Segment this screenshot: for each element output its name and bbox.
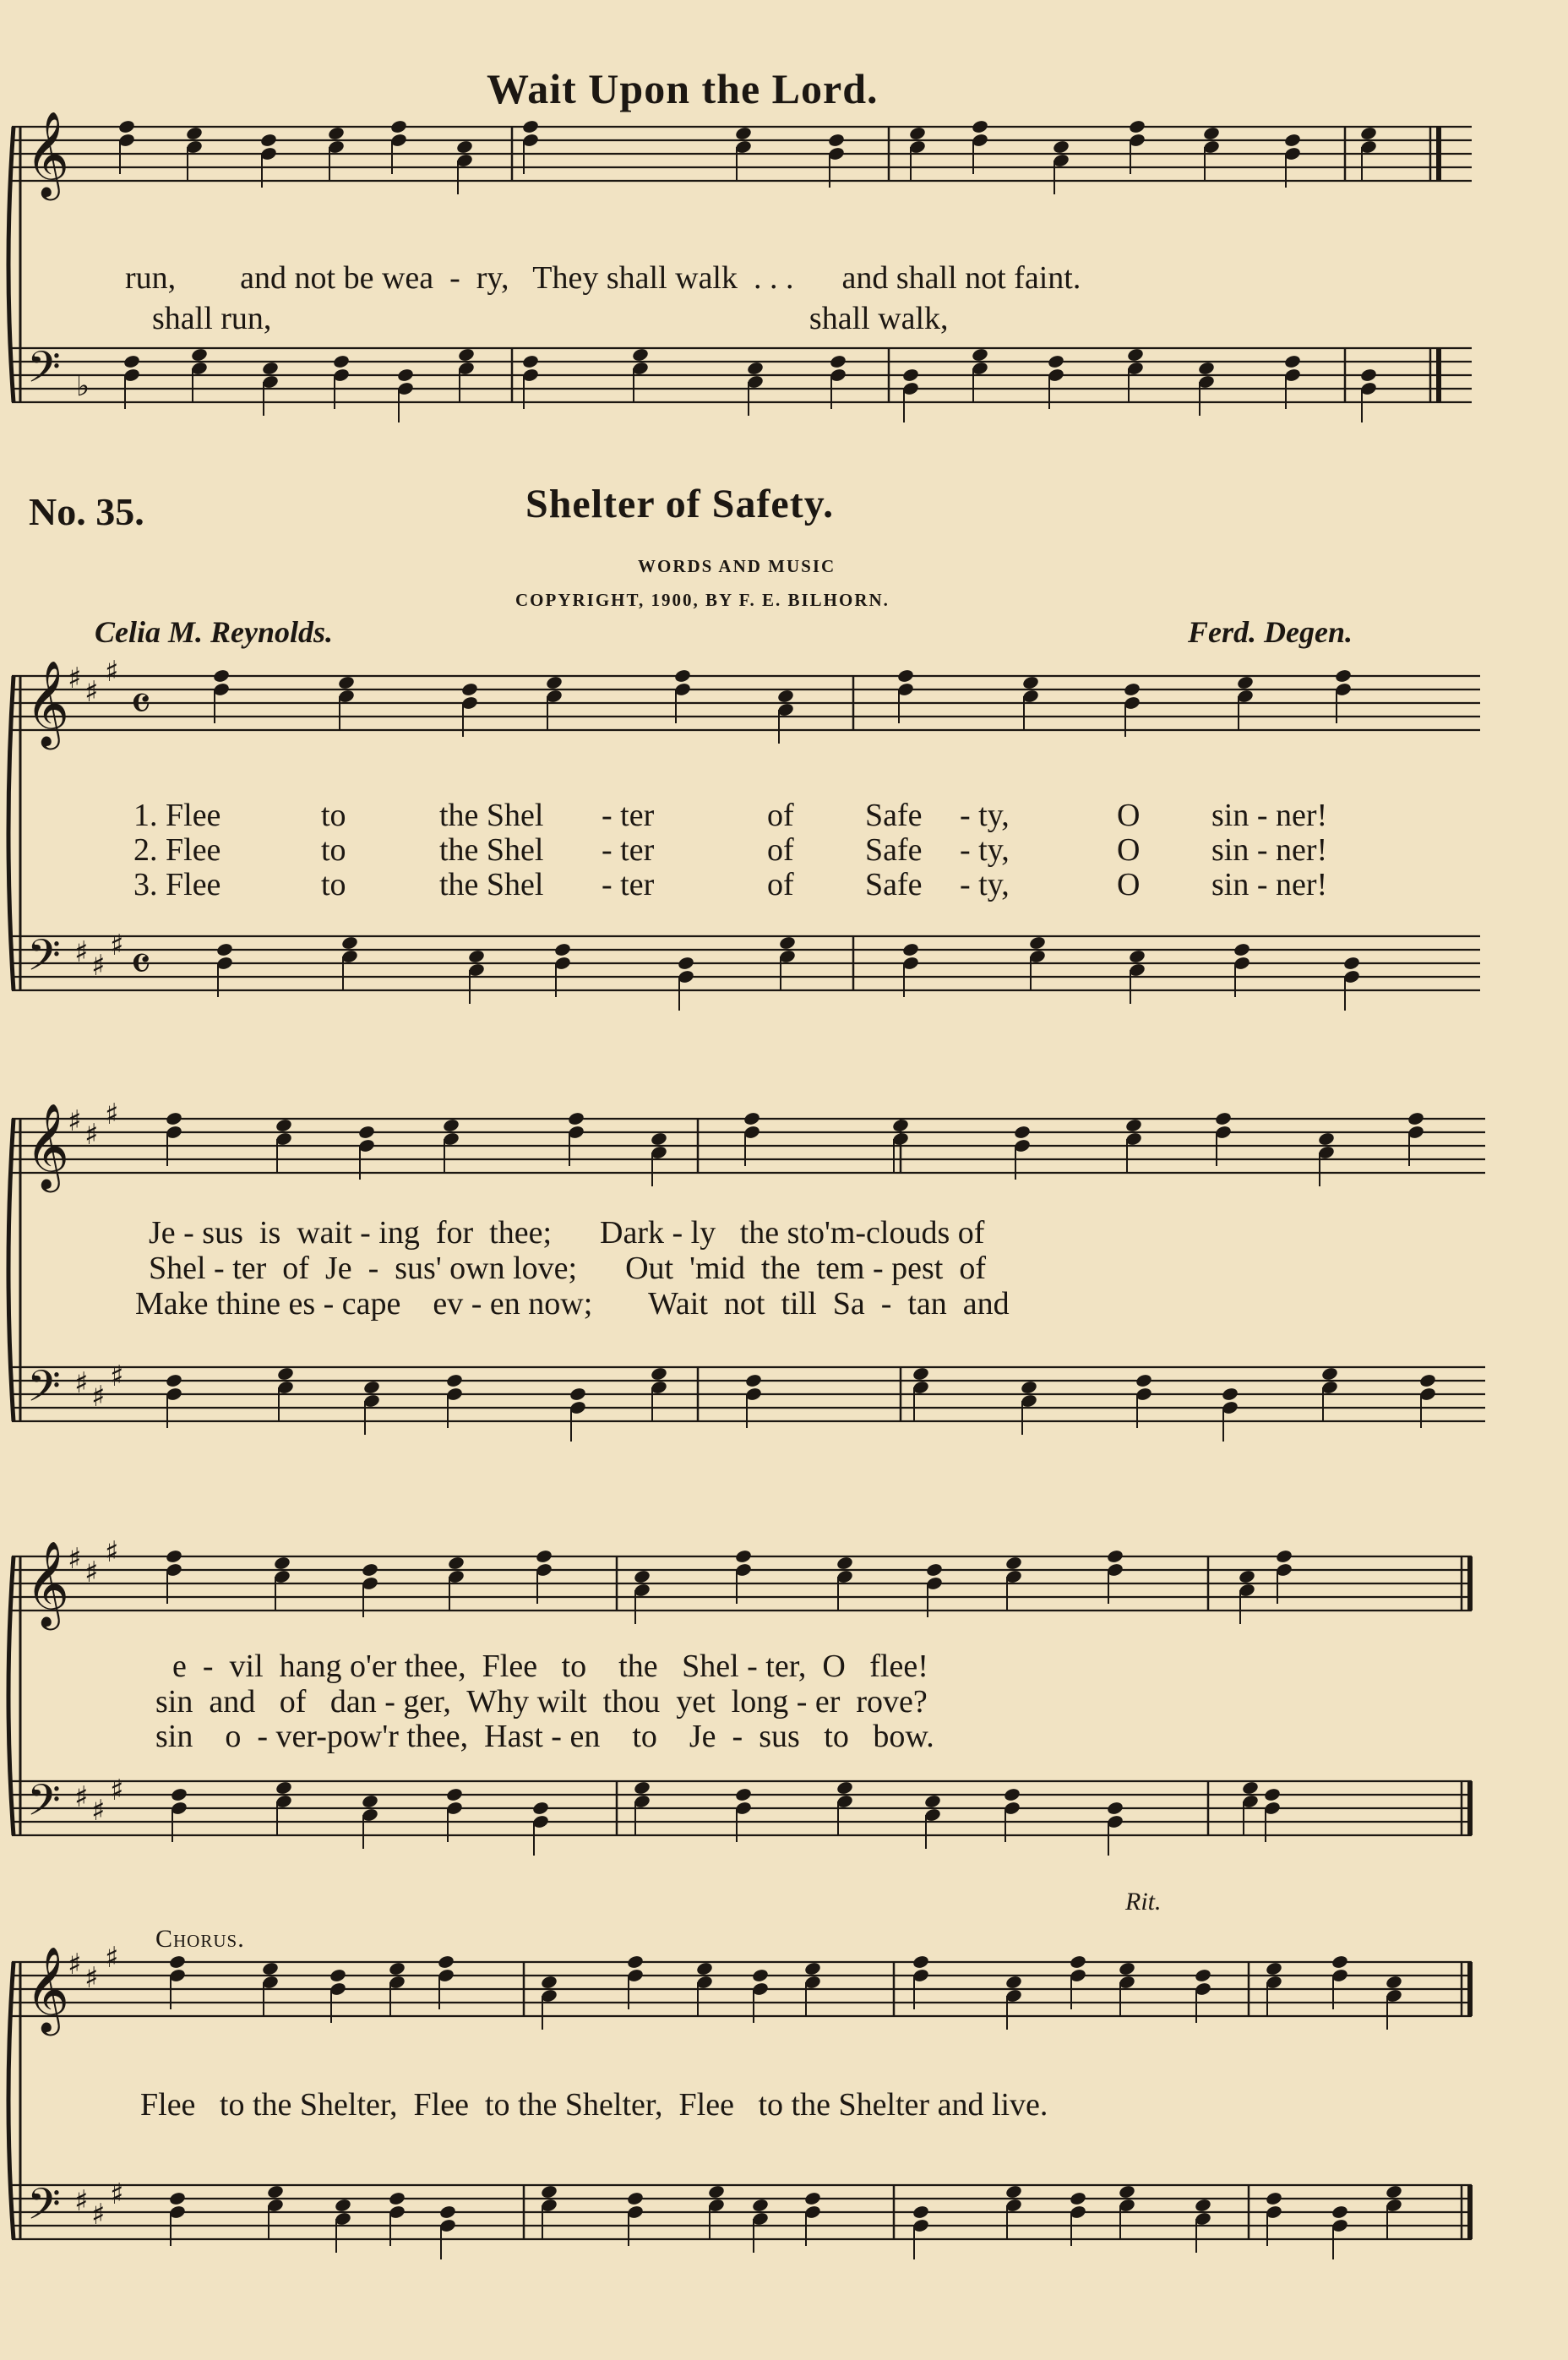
treble-note <box>165 1111 182 1126</box>
sharp-sign: ♯ <box>68 1948 82 1981</box>
treble-note <box>1052 139 1070 155</box>
treble-note <box>1194 1968 1211 1983</box>
treble-note <box>1128 119 1146 134</box>
lyric-word: of <box>767 798 794 833</box>
treble-note <box>185 126 203 141</box>
bass-note <box>1265 2191 1282 2206</box>
treble-note <box>460 682 478 697</box>
bass-note <box>1263 1787 1281 1802</box>
bass-note <box>836 1780 853 1796</box>
lyric-word: 2. Flee <box>133 832 221 868</box>
lyric-word: Safe <box>865 798 923 833</box>
treble-note <box>437 1954 455 1970</box>
treble-note <box>734 126 752 141</box>
bass-note <box>912 1366 929 1382</box>
bass-note <box>1004 2184 1022 2199</box>
sharp-sign: ♯ <box>74 935 89 969</box>
treble-note <box>165 1549 182 1564</box>
system-2-verse-3: Make thine es - cape ev - en now; Wait not till Sa - tan and <box>135 1286 1010 1322</box>
common-time: 𝄴 <box>130 677 152 732</box>
treble-note <box>357 1125 375 1140</box>
lyric-word: - ter <box>602 867 655 902</box>
bass-note <box>215 942 233 957</box>
sharp-sign: ♯ <box>105 1098 119 1131</box>
bass-note <box>751 2198 769 2213</box>
treble-note <box>521 119 539 134</box>
brace <box>8 1962 14 2239</box>
bass-note <box>445 1787 463 1802</box>
rights-line-2: COPYRIGHT, 1900, BY F. E. BILHORN. <box>515 590 890 610</box>
lyric-word: to <box>321 867 346 902</box>
treble-note <box>1021 675 1039 690</box>
bass-note <box>744 1373 762 1388</box>
bass-note <box>1106 1801 1124 1816</box>
bass-note <box>190 347 208 362</box>
sharp-sign: ♯ <box>84 1556 99 1589</box>
treble-note <box>273 1556 291 1571</box>
lyric-word: - ty, <box>960 867 1010 902</box>
treble-note <box>695 1961 713 1976</box>
treble-note <box>836 1556 853 1571</box>
treble-note <box>1317 1131 1335 1147</box>
system-3-verse-1: e - vil hang o'er thee, Flee to the Shel - ter, O flee! <box>172 1649 928 1684</box>
treble-note <box>259 133 277 148</box>
treble-note <box>1106 1549 1124 1564</box>
bass-note <box>569 1387 586 1402</box>
treble-note <box>567 1111 585 1126</box>
bass-clef: 𝄢 <box>27 2178 61 2240</box>
treble-note <box>327 126 345 141</box>
bass-note <box>457 347 475 362</box>
bass-note <box>362 1380 380 1395</box>
sharp-sign: ♯ <box>68 1104 82 1138</box>
bass-note <box>746 361 764 376</box>
treble-note <box>1004 1975 1022 1990</box>
treble-note <box>891 1118 909 1133</box>
sharp-sign: ♯ <box>74 2184 89 2218</box>
bass-note <box>633 1780 651 1796</box>
treble-note <box>1331 1954 1348 1970</box>
bass-note <box>266 2184 284 2199</box>
treble-note <box>389 119 407 134</box>
bass-note <box>1118 2184 1135 2199</box>
sharp-sign: ♯ <box>91 1794 106 1828</box>
bass-note <box>332 354 350 369</box>
treble-note <box>455 139 473 155</box>
bass-note <box>1331 2205 1348 2220</box>
bass-note <box>467 949 485 964</box>
hymn-title: Shelter of Safety. <box>525 482 835 526</box>
system-2-verse-1: Je - sus is wait - ing for thee; Dark - ly the sto'm-clouds of <box>149 1215 985 1251</box>
lyric-word: the Shel <box>439 798 544 833</box>
treble-note <box>1385 1975 1402 1990</box>
hymn-number: No. 35. <box>29 490 144 533</box>
bass-note <box>1283 354 1301 369</box>
bass-note <box>334 2198 351 2213</box>
sharp-sign: ♯ <box>110 1360 124 1393</box>
bass-note <box>122 354 140 369</box>
treble-note <box>1275 1549 1293 1564</box>
bass-note <box>275 1780 292 1796</box>
bass-note <box>438 2205 456 2220</box>
bass-note <box>971 347 988 362</box>
bass-note <box>1128 949 1146 964</box>
lyric-word: - ty, <box>960 832 1010 868</box>
treble-note <box>1214 1111 1232 1126</box>
treble-note <box>751 1968 769 1983</box>
treble-note <box>827 133 845 148</box>
treble-note <box>442 1118 460 1133</box>
treble-note <box>535 1549 553 1564</box>
treble-clef: 𝄞 <box>25 1540 70 1627</box>
brace <box>8 127 14 402</box>
treble-note <box>925 1562 943 1578</box>
hymn-top-title: Wait Upon the Lord. <box>487 65 879 112</box>
treble-note <box>626 1954 644 1970</box>
sharp-sign: ♯ <box>68 1542 82 1576</box>
bass-note <box>276 1366 294 1382</box>
brace <box>8 1119 14 1421</box>
brace <box>8 1556 14 1835</box>
bass-note <box>340 935 358 951</box>
bass-note <box>1418 1373 1436 1388</box>
treble-note <box>673 668 691 684</box>
treble-note <box>743 1111 760 1126</box>
bass-note <box>361 1794 378 1809</box>
bass-note <box>1359 368 1377 383</box>
lyric-word: to <box>321 798 346 833</box>
bass-note <box>901 942 919 957</box>
lyric-word: O <box>1117 867 1141 902</box>
bass-note <box>1047 354 1064 369</box>
bass-clef: 𝄢 <box>27 341 61 403</box>
sharp-sign: ♯ <box>91 1380 106 1414</box>
treble-note <box>1236 675 1254 690</box>
bass-note <box>1194 2198 1211 2213</box>
treble-note <box>734 1549 752 1564</box>
hymn-top-lyrics-line-1: run, and not be wea - ry, They shall walk . . . and shall not faint. <box>125 260 1081 296</box>
lyric-word: sin - ner! <box>1211 798 1328 833</box>
lyric-word: O <box>1117 832 1141 868</box>
lyric-word: - ter <box>602 798 655 833</box>
treble-note <box>971 119 988 134</box>
bass-note <box>553 942 571 957</box>
treble-note <box>275 1118 292 1133</box>
lyric-word: - ty, <box>960 798 1010 833</box>
treble-note <box>1069 1954 1086 1970</box>
lyric-word: O <box>1117 798 1141 833</box>
treble-note <box>1124 1118 1142 1133</box>
bass-note <box>1233 942 1250 957</box>
bass-note <box>531 1801 549 1816</box>
lyric-word: of <box>767 867 794 902</box>
bass-note <box>829 354 847 369</box>
treble-note <box>803 1961 821 1976</box>
lyric-word: Safe <box>865 832 923 868</box>
bass-note <box>1385 2184 1402 2199</box>
lyric-word: 3. Flee <box>133 867 221 902</box>
bass-note <box>626 2191 644 2206</box>
sharp-sign: ♯ <box>84 1961 99 1995</box>
treble-note <box>545 675 563 690</box>
treble-note <box>1334 668 1352 684</box>
sharp-sign: ♯ <box>91 2198 106 2232</box>
lyric-word: to <box>321 832 346 868</box>
treble-note <box>1283 133 1301 148</box>
bass-note <box>650 1366 667 1382</box>
lyric-word: 1. Flee <box>133 798 221 833</box>
sharp-sign: ♯ <box>91 949 106 983</box>
bass-note <box>165 1373 182 1388</box>
treble-note <box>1004 1556 1022 1571</box>
bass-note <box>803 2191 821 2206</box>
treble-note <box>388 1961 406 1976</box>
lyric-word: - ter <box>602 832 655 868</box>
system-2-verse-2: Shel - ter of Je - sus' own love; Out 'mid the tem - pest of <box>149 1251 986 1286</box>
sharp-sign: ♯ <box>110 2177 124 2211</box>
treble-note <box>896 668 914 684</box>
treble-note <box>1013 1125 1031 1140</box>
treble-note <box>1265 1961 1282 1976</box>
sharp-sign: ♯ <box>105 1535 119 1569</box>
hymn-top-lyrics-line-2: shall run, shall walk, <box>152 301 949 336</box>
common-time: 𝄴 <box>130 937 152 992</box>
rit-label: Rit. <box>1125 1888 1162 1916</box>
lyric-word: sin - ner! <box>1211 832 1328 868</box>
treble-clef: 𝄞 <box>25 110 70 197</box>
bass-note <box>170 1787 188 1802</box>
sharp-sign: ♯ <box>105 655 119 689</box>
rights-line-1: WORDS AND MUSIC <box>638 556 836 576</box>
treble-note <box>261 1961 279 1976</box>
flat-sign: ♭ <box>76 369 90 403</box>
bass-note <box>778 935 796 951</box>
bass-note <box>1197 361 1215 376</box>
sharp-sign: ♯ <box>74 1366 89 1400</box>
treble-note <box>633 1569 651 1584</box>
treble-note <box>337 675 355 690</box>
treble-note <box>1359 126 1377 141</box>
lyric-word: the Shel <box>439 867 544 902</box>
chorus-label: Chorus. <box>155 1925 245 1953</box>
brace <box>8 676 14 990</box>
treble-note <box>1202 126 1220 141</box>
treble-note <box>1238 1569 1255 1584</box>
sharp-sign: ♯ <box>74 1780 89 1814</box>
bass-clef: 𝄢 <box>27 1774 61 1836</box>
treble-note <box>1123 682 1141 697</box>
bass-note <box>445 1373 463 1388</box>
system-3-verse-2: sin and of dan - ger, Why wilt thou yet long - er rove? <box>155 1684 928 1720</box>
bass-note <box>261 361 279 376</box>
bass-note <box>1135 1373 1152 1388</box>
bass-note <box>677 956 694 971</box>
treble-note <box>1407 1111 1424 1126</box>
bass-note <box>1342 956 1360 971</box>
bass-note <box>734 1787 752 1802</box>
treble-note <box>912 1954 929 1970</box>
treble-note <box>117 119 135 134</box>
system-3-verse-3: sin o - ver-pow'r thee, Hast - en to Je - sus to bow. <box>155 1719 934 1754</box>
treble-note <box>650 1131 667 1147</box>
bass-note <box>388 2191 406 2206</box>
bass-note <box>631 347 649 362</box>
treble-note <box>908 126 926 141</box>
author: Celia M. Reynolds. <box>95 615 334 649</box>
bass-clef: 𝄢 <box>27 929 61 991</box>
treble-note <box>329 1968 346 1983</box>
bass-note <box>1020 1380 1037 1395</box>
treble-note <box>168 1954 186 1970</box>
treble-note <box>540 1975 558 1990</box>
bass-note <box>168 2191 186 2206</box>
sharp-sign: ♯ <box>110 1774 124 1807</box>
lyric-word: the Shel <box>439 832 544 868</box>
bass-note <box>1126 347 1144 362</box>
treble-clef: 𝄞 <box>25 659 70 746</box>
sharp-sign: ♯ <box>84 675 99 709</box>
treble-clef: 𝄞 <box>25 1102 70 1189</box>
sharp-sign: ♯ <box>110 929 124 962</box>
treble-note <box>447 1556 465 1571</box>
sharp-sign: ♯ <box>105 1941 119 1975</box>
bass-note <box>912 2205 929 2220</box>
bass-note <box>540 2184 558 2199</box>
bass-note <box>901 368 919 383</box>
bass-note <box>1221 1387 1239 1402</box>
bass-note <box>1003 1787 1021 1802</box>
chorus-lyrics: Flee to the Shelter, Flee to the Shelter, Flee to the Shelter and live. <box>140 2087 1048 2123</box>
treble-note <box>361 1562 378 1578</box>
treble-clef: 𝄞 <box>25 1945 70 2032</box>
bass-note <box>1028 935 1046 951</box>
treble-note <box>776 689 794 704</box>
bass-clef: 𝄢 <box>27 1360 61 1422</box>
lyric-word: Safe <box>865 867 923 902</box>
composer: Ferd. Degen. <box>1188 615 1353 649</box>
lyric-word: of <box>767 832 794 868</box>
sharp-sign: ♯ <box>68 662 82 695</box>
bass-note <box>521 354 539 369</box>
bass-note <box>396 368 414 383</box>
lyric-word: sin - ner! <box>1211 867 1328 902</box>
bass-note <box>707 2184 725 2199</box>
bass-note <box>1241 1780 1259 1796</box>
sharp-sign: ♯ <box>84 1118 99 1152</box>
bass-note <box>1069 2191 1086 2206</box>
bass-note <box>1320 1366 1338 1382</box>
bass-note <box>923 1794 941 1809</box>
treble-note <box>212 668 230 684</box>
treble-note <box>1118 1961 1135 1976</box>
